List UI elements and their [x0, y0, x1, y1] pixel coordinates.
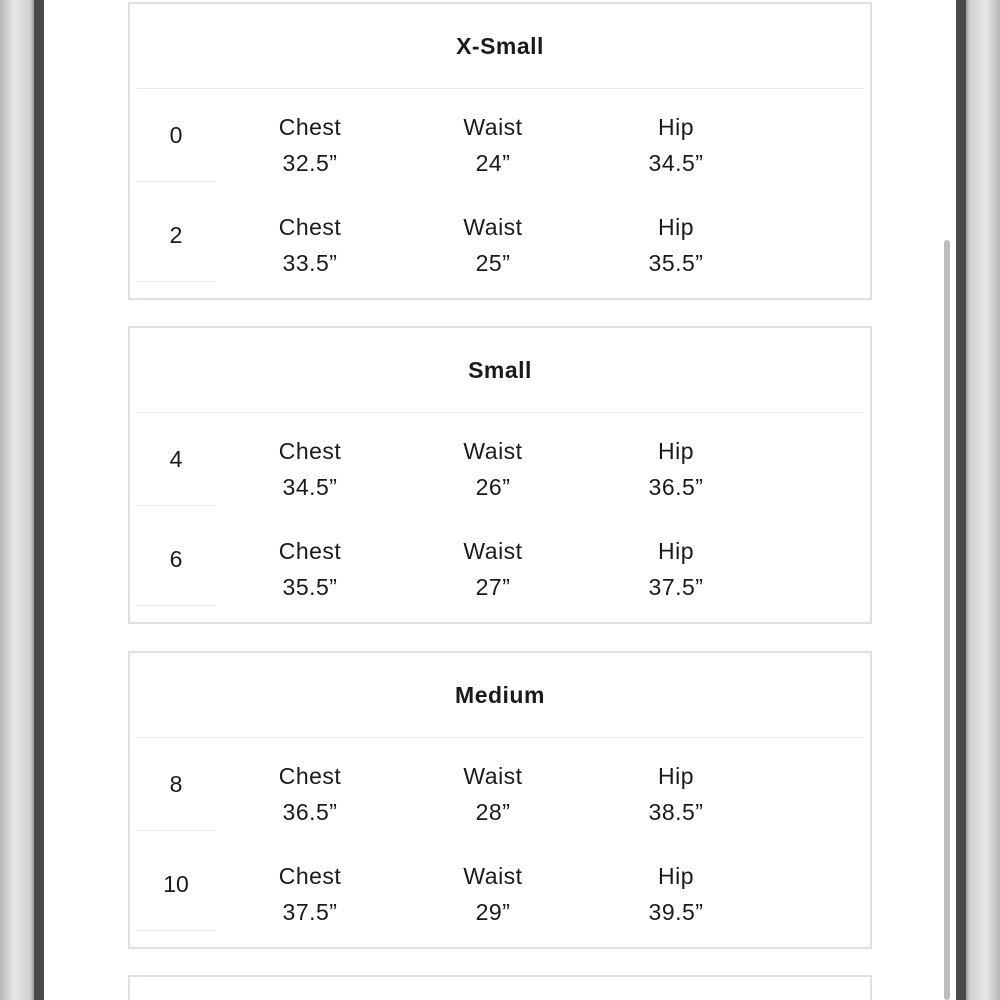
chest-measure [230, 758, 390, 830]
chest-label: Chest [278, 438, 342, 464]
size-group-next-partial [128, 975, 872, 1000]
scrollbar-thumb[interactable] [944, 240, 950, 1000]
waist-value: 25” [475, 250, 511, 276]
hip-value: 36.5” [648, 474, 704, 500]
hip-value: 39.5” [648, 899, 704, 925]
size-group-title: Small [136, 328, 864, 413]
hip-value: 35.5” [648, 250, 704, 276]
size-number: 2 [136, 189, 216, 282]
hip-value: 34.5” [648, 150, 704, 176]
chest-value: 35.5” [282, 574, 338, 600]
chest-label: Chest [278, 538, 342, 564]
waist-label: Waist [463, 538, 523, 564]
hip-label: Hip [657, 863, 694, 889]
hip-label: Hip [657, 763, 694, 789]
size-group-small [128, 326, 872, 624]
chest-label: Chest [278, 214, 342, 240]
waist-value: 26” [475, 474, 511, 500]
size-row [130, 738, 870, 838]
size-number: 6 [136, 513, 216, 606]
hip-label: Hip [657, 538, 694, 564]
hip-measure [596, 533, 756, 605]
hip-measure [596, 433, 756, 505]
hip-value: 38.5” [648, 799, 704, 825]
waist-label: Waist [463, 114, 523, 140]
chest-measure [230, 433, 390, 505]
size-group-x-small [128, 2, 872, 300]
hip-value: 37.5” [648, 574, 704, 600]
hip-measure [596, 858, 756, 930]
device-frame-right [966, 0, 1000, 1000]
waist-value: 24” [475, 150, 511, 176]
waist-label: Waist [463, 863, 523, 889]
size-chart-screen [44, 0, 956, 1000]
size-row [130, 513, 870, 613]
chest-value: 37.5” [282, 899, 338, 925]
device-bezel-left [34, 0, 44, 1000]
waist-label: Waist [463, 763, 523, 789]
waist-measure [413, 209, 573, 281]
hip-label: Hip [657, 214, 694, 240]
waist-label: Waist [463, 214, 523, 240]
chest-measure [230, 858, 390, 930]
size-group-title: Medium [136, 653, 864, 738]
chest-measure [230, 209, 390, 281]
chest-value: 32.5” [282, 150, 338, 176]
hip-label: Hip [657, 438, 694, 464]
waist-label: Waist [463, 438, 523, 464]
chest-value: 36.5” [282, 799, 338, 825]
size-number: 4 [136, 413, 216, 506]
chest-label: Chest [278, 863, 342, 889]
hip-measure [596, 109, 756, 181]
size-row [130, 89, 870, 189]
chest-value: 33.5” [282, 250, 338, 276]
size-group-medium [128, 651, 872, 949]
hip-label: Hip [657, 114, 694, 140]
chest-measure [230, 109, 390, 181]
waist-measure [413, 533, 573, 605]
waist-measure [413, 109, 573, 181]
chest-measure [230, 533, 390, 605]
size-row [130, 413, 870, 513]
size-number: 0 [136, 89, 216, 182]
chest-label: Chest [278, 114, 342, 140]
size-row [130, 189, 870, 289]
waist-value: 29” [475, 899, 511, 925]
waist-measure [413, 858, 573, 930]
waist-value: 28” [475, 799, 511, 825]
hip-measure [596, 209, 756, 281]
waist-measure [413, 433, 573, 505]
size-number: 10 [136, 838, 216, 931]
size-group-title: X-Small [136, 4, 864, 89]
device-bezel-right [956, 0, 966, 1000]
waist-measure [413, 758, 573, 830]
chest-label: Chest [278, 763, 342, 789]
hip-measure [596, 758, 756, 830]
waist-value: 27” [475, 574, 511, 600]
chest-value: 34.5” [282, 474, 338, 500]
size-row [130, 838, 870, 938]
size-number: 8 [136, 738, 216, 831]
